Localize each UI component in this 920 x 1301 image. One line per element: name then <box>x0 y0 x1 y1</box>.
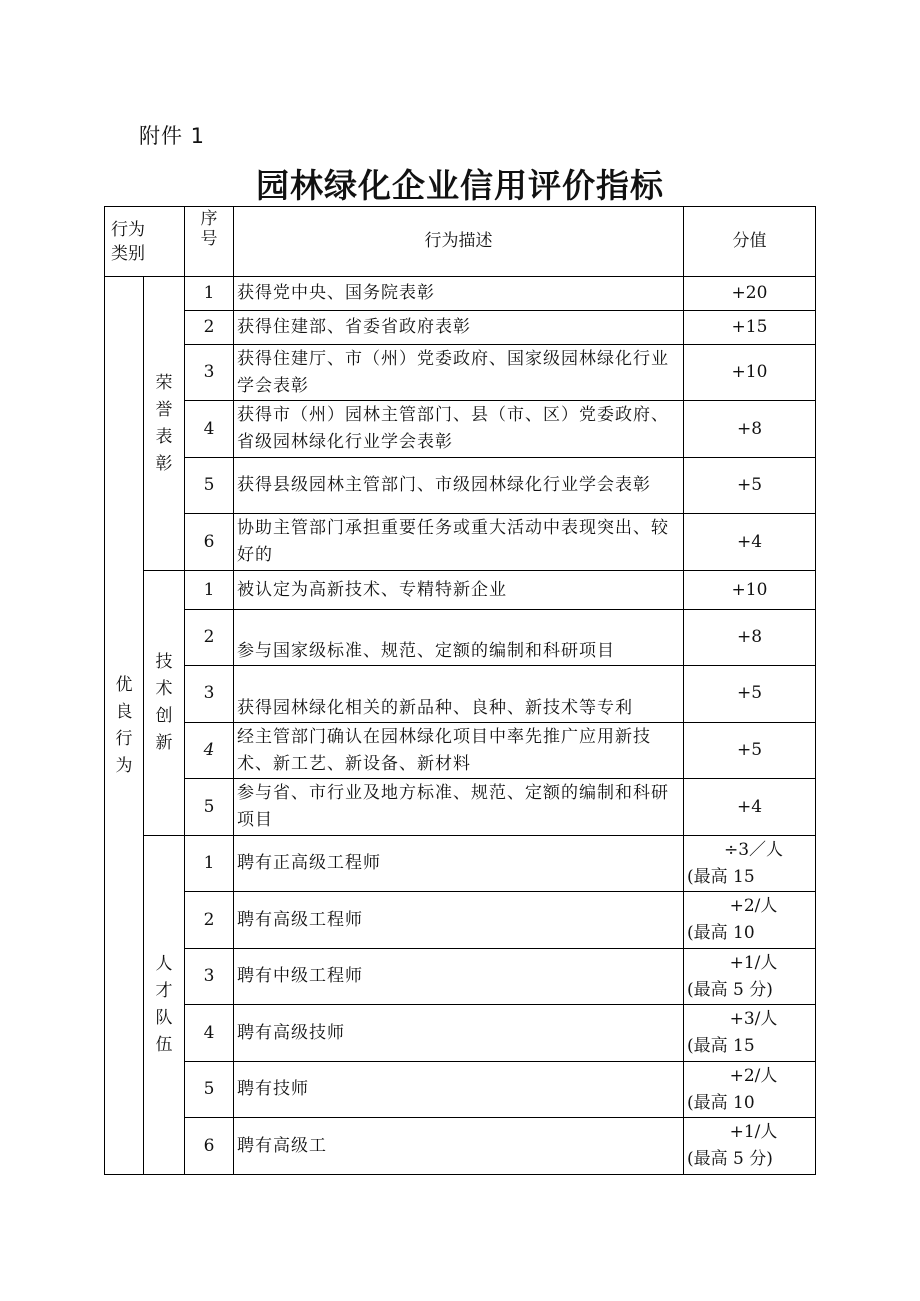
row-number: 2 <box>185 892 234 949</box>
group-char: 彰 <box>155 453 173 474</box>
row-number: 2 <box>185 311 234 345</box>
row-number: 3 <box>185 666 234 723</box>
score-max: (最高 15 <box>687 1036 755 1056</box>
table-row <box>105 666 816 723</box>
row-number: 5 <box>185 458 234 514</box>
header-category <box>105 207 185 277</box>
header-row <box>105 207 816 277</box>
row-number: 6 <box>185 1118 234 1175</box>
group-char: 誉 <box>155 399 173 420</box>
row-description: 聘有高级工 <box>234 1118 684 1175</box>
row-description: 被认定为高新技术、专精特新企业 <box>234 571 684 610</box>
document-title: 园林绿化企业信用评价指标 <box>256 166 664 205</box>
header-score: 分值 <box>684 207 816 277</box>
group-tech-innovation <box>144 571 185 836</box>
table-row <box>105 836 816 892</box>
category-char: 为 <box>115 755 133 776</box>
score-max: (最高 10 <box>687 1092 755 1113</box>
row-number: 1 <box>185 836 234 892</box>
row-score: +5 <box>684 723 816 779</box>
row-description: 获得住建部、省委省政府表彰 <box>234 311 684 345</box>
row-score <box>684 1005 816 1062</box>
category-char: 优 <box>115 674 133 695</box>
row-score: +10 <box>684 345 816 401</box>
header-description: 行为描述 <box>234 207 684 277</box>
row-description: 获得县级园林主管部门、市级园林绿化行业学会表彰 <box>234 458 684 514</box>
row-description: 聘有正高级工程师 <box>234 836 684 892</box>
score-max: (最高 5 分) <box>687 979 773 1000</box>
row-description: 获得园林绿化相关的新品种、良种、新技术等专利 <box>234 666 684 723</box>
score-per-person: ÷3／人 <box>723 839 784 860</box>
group-char: 创 <box>155 706 173 726</box>
row-description: 获得住建厅、市（州）党委政府、国家级园林绿化行业学会表彰 <box>234 345 684 401</box>
row-number: 1 <box>185 277 234 311</box>
row-description: 获得党中央、国务院表彰 <box>234 277 684 311</box>
table-row <box>105 779 816 836</box>
credit-evaluation-table <box>104 206 816 1175</box>
row-score: +8 <box>684 401 816 458</box>
header-number <box>185 207 234 277</box>
row-number: 5 <box>185 779 234 836</box>
row-description: 参与国家级标准、规范、定额的编制和科研项目 <box>234 610 684 666</box>
header-category-line2: 类别 <box>111 243 145 264</box>
table-row <box>105 1118 816 1175</box>
row-score: +4 <box>684 779 816 836</box>
table-row <box>105 401 816 458</box>
category-char: 良 <box>115 701 133 722</box>
row-score: +10 <box>684 571 816 610</box>
group-char: 表 <box>155 426 173 447</box>
score-per-person: +2/人 <box>729 896 778 916</box>
row-number: 4 <box>185 723 234 779</box>
row-number: 3 <box>185 345 234 401</box>
group-char: 新 <box>155 733 173 753</box>
group-char: 才 <box>155 981 173 1001</box>
row-number: 3 <box>185 949 234 1005</box>
score-max: (最高 10 <box>687 923 755 943</box>
row-description: 聘有高级工程师 <box>234 892 684 949</box>
row-score <box>684 1062 816 1118</box>
row-description: 协助主管部门承担重要任务或重大活动中表现突出、较好的 <box>234 514 684 571</box>
table-row <box>105 345 816 401</box>
category-char: 行 <box>115 728 133 749</box>
row-score <box>684 1118 816 1175</box>
score-max: (最高 15 <box>687 866 755 887</box>
row-number: 2 <box>185 610 234 666</box>
score-max: (最高 5 分) <box>687 1149 773 1169</box>
table-row <box>105 458 816 514</box>
row-score <box>684 892 816 949</box>
row-score: +20 <box>684 277 816 311</box>
row-description: 获得市（州）园林主管部门、县（市、区）党委政府、省级园林绿化行业学会表彰 <box>234 401 684 458</box>
table-row <box>105 892 816 949</box>
group-char: 荣 <box>155 372 173 393</box>
table-row <box>105 610 816 666</box>
table-row <box>105 277 816 311</box>
score-per-person: +1/人 <box>729 952 778 973</box>
row-description: 聘有中级工程师 <box>234 949 684 1005</box>
table-row <box>105 723 816 779</box>
row-score: +5 <box>684 458 816 514</box>
table-row <box>105 1005 816 1062</box>
table-row <box>105 1062 816 1118</box>
table-row <box>105 949 816 1005</box>
table-row <box>105 571 816 610</box>
group-honors <box>144 277 185 571</box>
group-char: 伍 <box>155 1035 173 1055</box>
header-number-line1: 序 <box>200 209 218 229</box>
table-row <box>105 514 816 571</box>
group-char: 术 <box>155 679 173 699</box>
row-description: 参与省、市行业及地方标准、规范、定额的编制和科研项目 <box>234 779 684 836</box>
row-description: 聘有技师 <box>234 1062 684 1118</box>
score-per-person: +1/人 <box>729 1122 778 1142</box>
group-char: 技 <box>155 652 173 672</box>
row-number: 4 <box>185 401 234 458</box>
attachment-label: 附件 1 <box>139 124 206 148</box>
row-score: +5 <box>684 666 816 723</box>
row-description: 聘有高级技师 <box>234 1005 684 1062</box>
row-number: 1 <box>185 571 234 610</box>
group-char: 人 <box>155 954 173 974</box>
row-score <box>684 836 816 892</box>
row-score: +8 <box>684 610 816 666</box>
category-excellent-behavior <box>105 277 144 1175</box>
row-description: 经主管部门确认在园林绿化项目中率先推广应用新技术、新工艺、新设备、新材料 <box>234 723 684 779</box>
row-score: +15 <box>684 311 816 345</box>
table-row <box>105 311 816 345</box>
group-talent-team <box>144 836 185 1175</box>
row-number: 4 <box>185 1005 234 1062</box>
row-number: 5 <box>185 1062 234 1118</box>
row-score <box>684 949 816 1005</box>
group-char: 队 <box>155 1008 173 1028</box>
score-per-person: +2/人 <box>729 1065 778 1086</box>
header-category-line1: 行为 <box>111 219 145 240</box>
row-score: +4 <box>684 514 816 571</box>
header-number-line2: 号 <box>200 229 218 249</box>
score-per-person: +3/人 <box>729 1009 778 1029</box>
row-number: 6 <box>185 514 234 571</box>
